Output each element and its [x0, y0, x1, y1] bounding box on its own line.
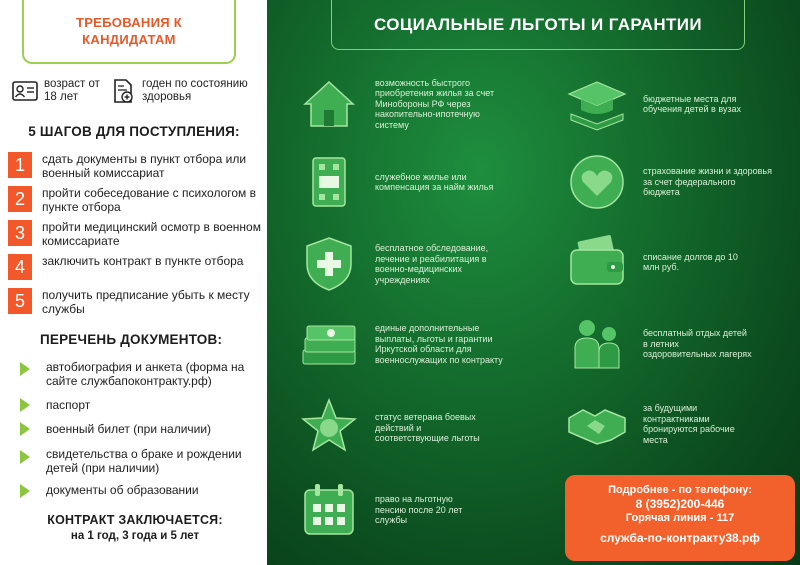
benefits-header-box [331, 0, 745, 50]
contact-box [565, 475, 795, 561]
document-text: военный билет (при наличии) [46, 422, 212, 436]
document-text: автобиография и анкета (форма на сайте службапоконтракту.рф) [46, 360, 245, 388]
benefit-text: бюджетные места для обучения детей в вузах [643, 93, 742, 114]
step-item [8, 184, 263, 218]
benefit-item [565, 150, 773, 214]
contact-hotline[interactable]: Горячая линия - 117 [625, 512, 735, 524]
benefit-item [297, 478, 485, 542]
step-number: 5 [8, 288, 32, 314]
benefit-text: бесплатное обследование, лечение и реабилитация в военно-медицинских учреждениях [375, 243, 489, 285]
document-text: свидетельства о браке и рождении детей (при наличии) [46, 447, 242, 475]
contact-intro: Подробнее - по телефону: [608, 484, 752, 496]
contract-terms [10, 513, 260, 545]
step-number: 2 [8, 186, 32, 212]
bullet-triangle-icon [20, 398, 30, 412]
step-text: пройти собеседование с психологом в пункте отбора [42, 186, 257, 214]
benefit-item [297, 396, 485, 460]
benefit-item [565, 312, 753, 376]
contact-phone[interactable]: 8 (3952)200-446 [635, 497, 725, 511]
benefit-item [565, 72, 763, 136]
contract-title: КОНТРАКТ ЗАКЛЮЧАЕТСЯ: [47, 513, 223, 527]
step-item [8, 286, 263, 320]
house-icon [297, 72, 361, 136]
children-icon [565, 312, 629, 376]
bullet-triangle-icon [20, 484, 30, 498]
benefit-item [565, 392, 753, 456]
step-number: 1 [8, 152, 32, 178]
heart-insurance-icon [565, 150, 629, 214]
medical-document-icon [110, 78, 136, 104]
medical-shield-icon [297, 232, 361, 296]
money-stack-icon [297, 312, 361, 376]
benefit-text: возможность быстрого приобретения жилья за счет Минобороны РФ через накопительно-ипотечную систему [375, 77, 495, 130]
step-item [8, 150, 263, 184]
benefits-panel [267, 0, 800, 565]
step-text: получить предписание убыть к месту службы [42, 288, 250, 316]
benefit-item [565, 230, 753, 294]
step-text: сдать документы в пункт отбора или военный комиссариат [42, 152, 247, 180]
benefit-text: служебное жилье или компенсация за найм жилья [375, 171, 494, 192]
benefit-text: бесплатный отдых детей в летних оздоровительных лагерях [643, 328, 752, 360]
bullet-triangle-icon [20, 450, 30, 464]
contract-durations: на 1 год, 3 года и 5 лет [70, 530, 200, 542]
condition-health-text: годен по состоянию здоровья [142, 78, 248, 103]
benefit-text: страхование жизни и здоровья за счет федерального бюджета [643, 166, 772, 198]
benefit-text: списание долгов до 10 млн руб. [643, 251, 738, 272]
building-icon [297, 150, 361, 214]
steps-list [8, 150, 263, 320]
benefit-item [297, 150, 495, 214]
bullet-triangle-icon [20, 422, 30, 436]
benefit-item [297, 72, 515, 136]
requirements-panel [0, 0, 265, 565]
contact-website-link[interactable]: служба-по-контракту38.рф [600, 531, 760, 545]
step-item [8, 218, 263, 252]
benefit-item [297, 232, 515, 296]
step-text: пройти медицинский осмотр в военном комиссариате [42, 220, 261, 248]
veteran-star-icon [297, 396, 361, 460]
handshake-icon [565, 392, 629, 456]
requirements-title: ТРЕБОВАНИЯ К КАНДИДАТАМ [75, 15, 183, 47]
benefit-text: статус ветерана боевых действий и соответствующие льготы [375, 412, 480, 444]
calendar-icon [297, 478, 361, 542]
step-number: 3 [8, 220, 32, 246]
steps-title: 5 ШАГОВ ДЛЯ ПОСТУПЛЕНИЯ: [28, 124, 240, 139]
id-card-icon [12, 78, 38, 104]
step-number: 4 [8, 254, 32, 280]
step-item [8, 252, 263, 286]
bullet-triangle-icon [20, 362, 30, 376]
benefits-title: СОЦИАЛЬНЫЕ ЛЬГОТЫ И ГАРАНТИИ [373, 14, 703, 34]
condition-age [12, 78, 104, 104]
documents-title: ПЕРЕЧЕНЬ ДОКУМЕНТОВ: [40, 332, 223, 347]
benefit-text: единые дополнительные выплаты, льготы и гарантии Иркутской области для военнослужащих по контракту [375, 323, 503, 365]
document-text: паспорт [46, 398, 91, 412]
requirements-header-box [22, 0, 236, 64]
graduation-cap-icon [565, 72, 629, 136]
benefit-text: право на льготную пенсию после 20 лет службы [375, 494, 463, 526]
benefit-text: за будущими контрактниками бронируются рабочие места [643, 403, 735, 445]
wallet-icon [565, 230, 629, 294]
document-text: документы об образовании [46, 483, 199, 497]
condition-health [110, 78, 260, 104]
benefit-item [297, 312, 515, 376]
condition-age-text: возраст от 18 лет [44, 78, 100, 103]
step-text: заключить контракт в пункте отбора [42, 254, 244, 268]
